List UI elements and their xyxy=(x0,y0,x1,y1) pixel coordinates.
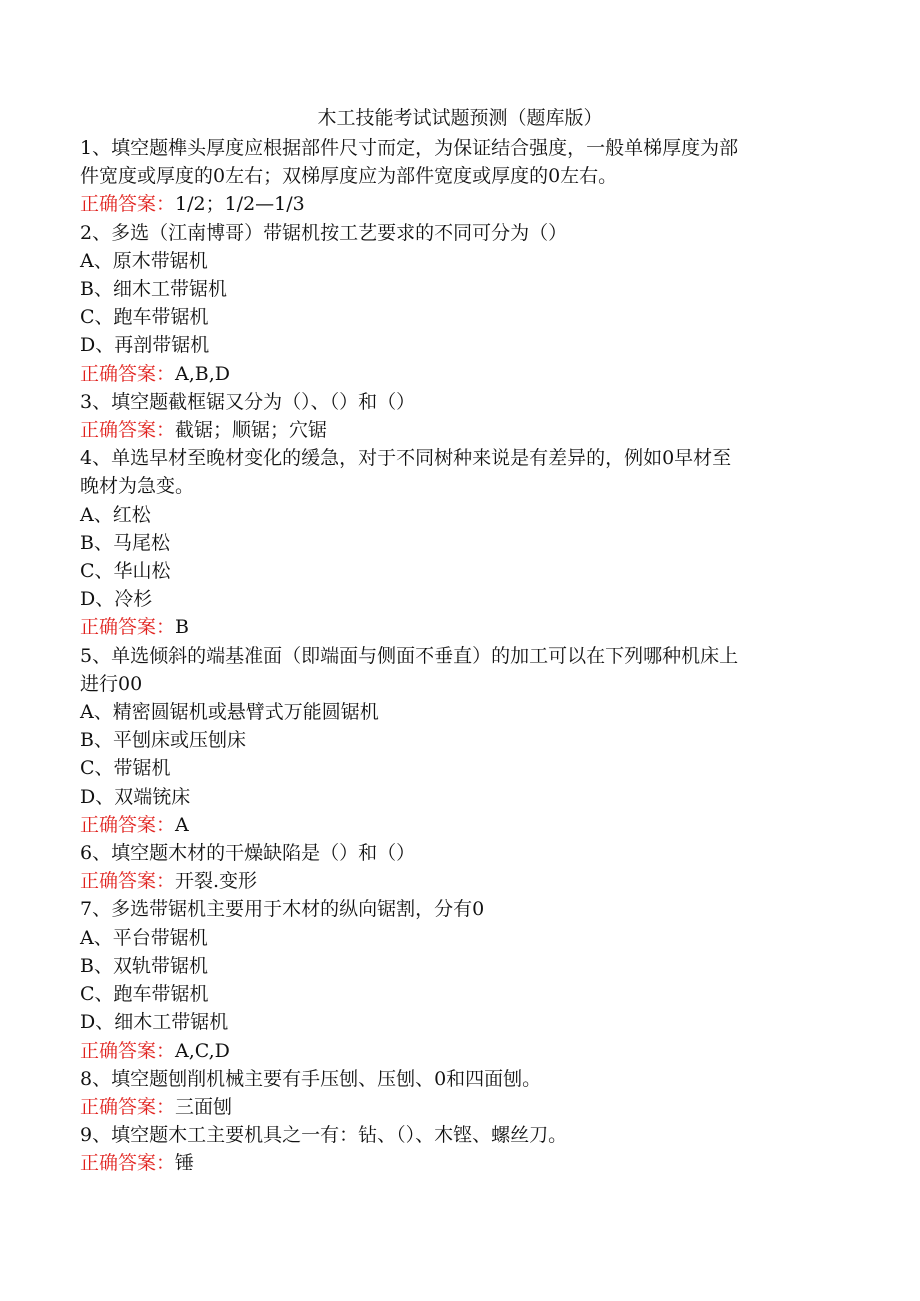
option-item: B、细木工带锯机 xyxy=(80,278,227,301)
option-item: D、双端铳床 xyxy=(80,785,191,808)
answer-line xyxy=(80,190,840,218)
option-item: B、马尾松 xyxy=(80,531,170,554)
document-title: 木工技能考试试题预测（题库版） xyxy=(317,107,603,129)
question-item xyxy=(80,444,840,641)
option-item: C、华山松 xyxy=(80,560,171,583)
answer-line xyxy=(80,1149,840,1177)
answer-label: 正确答案： xyxy=(80,1039,176,1062)
answer-label: 正确答案： xyxy=(80,813,176,836)
question-text: 4、单选早材至晚材变化的缓急，对于不同树种来说是有差异的，例如0早材至 xyxy=(80,447,732,470)
option-item: A、红松 xyxy=(80,503,151,526)
answer-label: 正确答案： xyxy=(80,419,176,442)
question-text: 6、填空题木材的干燥缺陷是（）和（） xyxy=(80,842,416,865)
answer-value: 1/2；1/2—1/3 xyxy=(175,193,305,216)
answer-value: A xyxy=(175,813,189,836)
question-item xyxy=(80,642,840,839)
option-item: C、跑车带锯机 xyxy=(80,983,209,1006)
answer-label: 正确答案： xyxy=(80,193,176,216)
option-item: C、带锯机 xyxy=(80,757,171,780)
question-item xyxy=(80,1121,840,1177)
option-item: D、再剖带锯机 xyxy=(80,334,210,357)
answer-line xyxy=(80,811,840,839)
answer-line xyxy=(80,1093,840,1121)
answer-label: 正确答案： xyxy=(80,362,176,385)
question-text: 件宽度或厚度的0左右；双梯厚度应为部件宽度或厚度的0左右。 xyxy=(80,165,618,188)
answer-label: 正确答案： xyxy=(80,1095,176,1118)
document-page xyxy=(80,104,840,1178)
option-item: B、双轨带锯机 xyxy=(80,954,208,977)
option-item: B、平刨床或压刨床 xyxy=(80,729,246,752)
answer-label: 正确答案： xyxy=(80,616,176,639)
question-text: 3、填空题截框锯又分为（）、（）和（） xyxy=(80,390,416,413)
question-list xyxy=(80,134,840,1178)
answer-line xyxy=(80,867,840,895)
question-text: 1、填空题榫头厚度应根据部件尺寸而定，为保证结合强度，一般单梯厚度为部 xyxy=(80,137,739,159)
option-item: A、精密圆锯机或悬臂式万能圆锯机 xyxy=(80,701,379,724)
answer-value: A,C,D xyxy=(175,1039,230,1062)
question-text: 晚材为急变。 xyxy=(80,475,195,498)
question-text: 8、填空题刨削机械主要有手压刨、压刨、0和四面刨。 xyxy=(80,1067,542,1090)
answer-value: 锤 xyxy=(175,1152,195,1175)
answer-line xyxy=(80,613,840,641)
question-text: 2、多选（江南博哥）带锯机按工艺要求的不同可分为（） xyxy=(80,221,568,244)
answer-value: 截锯；顺锯；穴锯 xyxy=(175,419,328,442)
option-item: D、细木工带锯机 xyxy=(80,1011,229,1034)
answer-value: A,B,D xyxy=(175,362,231,385)
question-item xyxy=(80,219,840,388)
answer-line xyxy=(80,416,840,444)
option-item: C、跑车带锯机 xyxy=(80,306,209,329)
option-item: D、冷杉 xyxy=(80,588,153,611)
option-item: A、原木带锯机 xyxy=(80,249,208,272)
answer-label: 正确答案： xyxy=(80,1152,176,1175)
option-item: A、平台带锯机 xyxy=(80,926,208,949)
answer-label: 正确答案： xyxy=(80,870,176,893)
answer-value: B xyxy=(175,616,189,639)
question-text: 进行00 xyxy=(80,672,143,695)
question-item xyxy=(80,134,840,219)
answer-value: 三面刨 xyxy=(175,1095,233,1118)
answer-line xyxy=(80,1037,840,1065)
question-item xyxy=(80,839,840,895)
answer-line xyxy=(80,360,840,388)
question-text: 7、多选带锯机主要用于木材的纵向锯割，分有0 xyxy=(80,898,485,921)
question-item xyxy=(80,895,840,1064)
question-text: 9、填空题木工主要机具之一有：钻、（）、木铿、螺丝刀。 xyxy=(80,1124,568,1147)
question-text: 5、单选倾斜的端基准面（即端面与侧面不垂直）的加工可以在下列哪种机床上 xyxy=(80,644,739,667)
answer-value: 开裂.变形 xyxy=(175,870,258,893)
question-item xyxy=(80,388,840,444)
question-item xyxy=(80,1065,840,1121)
